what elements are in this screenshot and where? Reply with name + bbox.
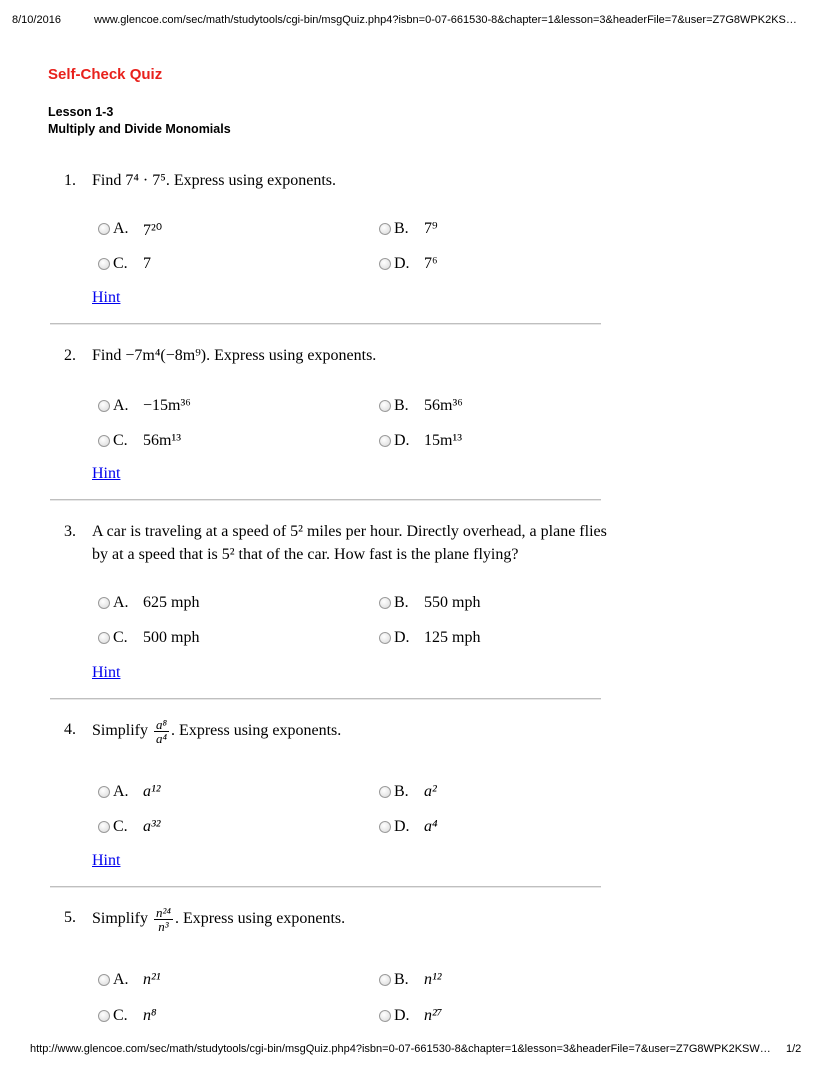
print-header [12, 14, 822, 26]
radio-button[interactable] [379, 400, 391, 412]
hint-link[interactable]: Hint [92, 465, 121, 482]
radio-button[interactable] [98, 258, 110, 270]
answer-text: a² [424, 783, 437, 800]
page-number: 1/2 [786, 1043, 802, 1055]
question-text: Simplify $\frac{\text{a⁸}}{\text{a⁴}}$ . Express using exponents. [92, 717, 342, 746]
answer-text: 625 mph [143, 594, 200, 611]
answer-text: 7 [143, 255, 151, 272]
question-number: 2. [64, 347, 76, 364]
page-title: Self-Check Quiz [48, 66, 163, 83]
lesson-number: Lesson 1-3 [48, 105, 114, 119]
question-number: 4. [64, 721, 76, 738]
answer-text: a¹² [143, 783, 161, 800]
radio-button[interactable] [98, 821, 110, 833]
radio-button[interactable] [379, 258, 391, 270]
lesson-name: Multiply and Divide Monomials [48, 122, 231, 136]
print-footer-url: http://www.glencoe.com/sec/math/studytools/cgi-bin/msgQuiz.php4?isbn=0-07-661530-8&chapter=1&lesson=3&headerFile=7&user=Z7G8WPK2KSW… [30, 1043, 771, 1055]
question-number: 1. [64, 172, 76, 189]
radio-button[interactable] [379, 1010, 391, 1022]
radio-button[interactable] [379, 821, 391, 833]
answer-text: 7²⁰ [143, 222, 163, 239]
lesson-heading [48, 104, 231, 138]
answer-text: n²⁷ [424, 1007, 443, 1024]
question-text: Find −7m⁴(−8m⁹). Express using exponents. [92, 347, 377, 364]
radio-button[interactable] [98, 632, 110, 644]
answer-text: 125 mph [424, 629, 481, 646]
radio-button[interactable] [98, 400, 110, 412]
answer-text: 15m¹³ [424, 432, 463, 449]
radio-button[interactable] [98, 786, 110, 798]
question-text: A car is traveling at a speed of 5² miles per hour. Directly overhead, a plane flies by at a speed that is 5² that of the car. How fast is the plane flying? [92, 523, 607, 563]
divider [50, 499, 601, 501]
fraction: $\frac{\text{n²⁴}}{\text{n³}}$ [156, 905, 171, 934]
hint-link[interactable]: Hint [92, 852, 121, 869]
hint-link[interactable]: Hint [92, 289, 121, 306]
answer-text: 500 mph [143, 629, 200, 646]
radio-button[interactable] [98, 974, 110, 986]
radio-button[interactable] [379, 786, 391, 798]
divider [50, 698, 601, 700]
answer-text: n⁸ [143, 1007, 157, 1024]
radio-button[interactable] [379, 435, 391, 447]
radio-button[interactable] [98, 597, 110, 609]
answer-text: 56m¹³ [143, 432, 182, 449]
answer-text: 7⁶ [424, 255, 438, 272]
answer-text: n²¹ [143, 971, 161, 988]
divider [50, 886, 601, 888]
fraction: $\frac{\text{a⁸}}{\text{a⁴}}$ [156, 717, 168, 746]
radio-button[interactable] [98, 223, 110, 235]
answer-text: n¹² [424, 971, 442, 988]
question-text: Simplify $\frac{\text{n²⁴}}{\text{n³}}$ . Express using exponents. [92, 905, 346, 934]
radio-button[interactable] [98, 1010, 110, 1022]
radio-button[interactable] [379, 223, 391, 235]
print-date: 8/10/2016 [12, 14, 61, 26]
answer-text: 550 mph [424, 594, 481, 611]
question-text: Find 7⁴ · 7⁵. Express using exponents. [92, 172, 337, 189]
divider [50, 323, 601, 325]
hint-link[interactable]: Hint [92, 664, 121, 681]
question-number: 5. [64, 909, 76, 926]
radio-button[interactable] [379, 597, 391, 609]
radio-button[interactable] [98, 435, 110, 447]
answer-text: 56m³⁶ [424, 397, 463, 414]
radio-button[interactable] [379, 974, 391, 986]
print-url: www.glencoe.com/sec/math/studytools/cgi-bin/msgQuiz.php4?isbn=0-07-661530-8&chapter=1&lesson=3&headerFile=7&user=Z7G8WPK2KS… [94, 14, 797, 26]
radio-button[interactable] [379, 632, 391, 644]
answer-text: −15m³⁶ [143, 397, 191, 414]
answer-text: 7⁹ [424, 220, 438, 237]
answer-text: a⁴ [424, 818, 438, 835]
answer-text: a³² [143, 818, 161, 835]
question-number: 3. [64, 523, 76, 540]
